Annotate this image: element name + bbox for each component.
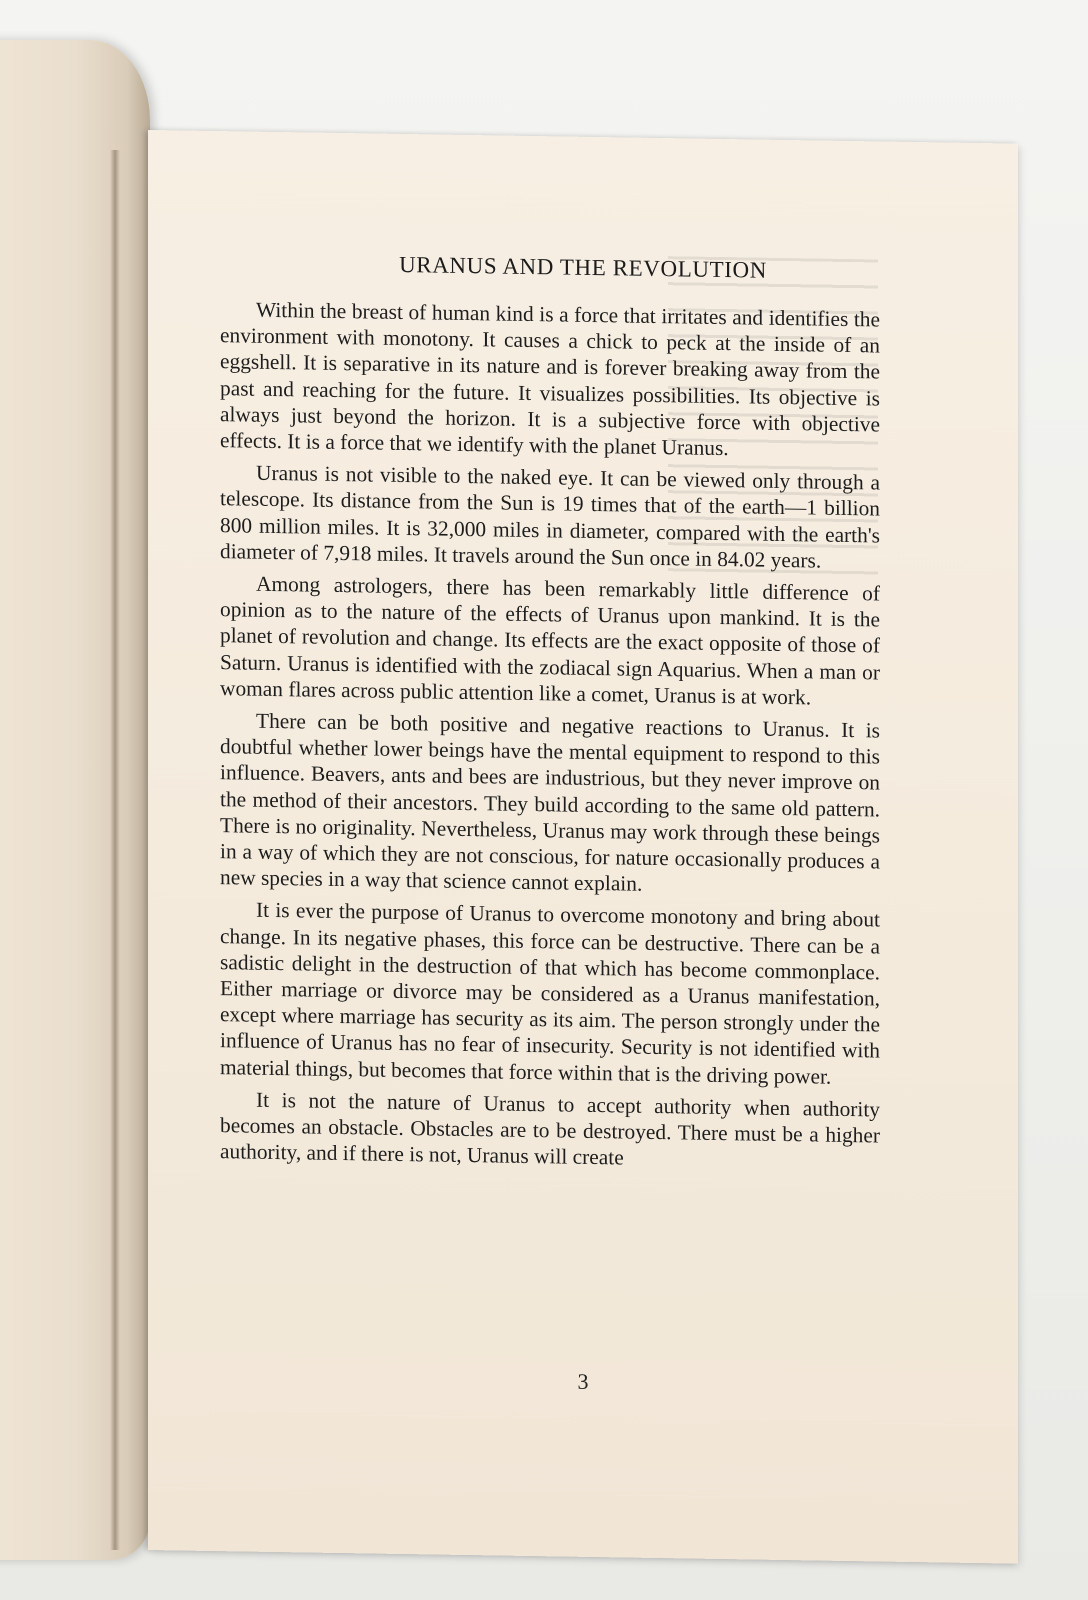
chapter-title: URANUS AND THE REVOLUTION — [399, 251, 767, 283]
paragraph: Uranus is not visible to the naked eye. It can be viewed only through a telescope. Its distance from the Sun is 19 times that of the earth—1 billion 800 million miles. It is 32,000 miles in diameter, compared with the earth's diameter of 7,918 miles. It travels around the Sun once in 84.02 years. — [220, 460, 880, 573]
paragraph: It is not the nature of Uranus to accept authority when authority becomes an obstacle. Obstacles are to be destroyed. There must be a higher authority, and if there is not, Uranus will create — [220, 1087, 880, 1170]
paragraph: There can be both positive and negative reactions to Uranus. It is doubtful whether lower beings have the mental equipment to respond to this influence. Beavers, ants and bees are industrious, but they never improve on the method of their ancestors. They build according to the same old pattern. There is no originality. Nevertheless, Uranus may work through these beings in a way of which they are not conscious, for nature occasionally produces a new species in a way that science cannot explain. — [220, 708, 880, 897]
book-page — [148, 130, 1018, 1564]
book-spine-shadow — [110, 150, 120, 1550]
page-number: 3 — [577, 1368, 589, 1394]
paragraph: Within the breast of human kind is a force that irritates and identifies the environment with monotony. It causes a chick to peck at the inside of an eggshell. It is separative in its nature and is forever breaking away from the past and reaching for the future. It visualizes possibilities. Its objective is always just beyond the horizon. It is a subjective force with objective effects. It is a force that we identify with the planet Uranus. — [220, 297, 880, 461]
paragraph: It is ever the purpose of Uranus to overcome monotony and bring about change. In its negative phases, this force can be destructive. There can be a sadistic delight in the destruction of that which has become commonplace. Either marriage or divorce may be considered as a Uranus manifestation, except where marriage has security as its aim. The person strongly under the influence of Uranus has no fear of insecurity. Security is not identified with material things, but becomes that force within that is the driving power. — [220, 898, 880, 1089]
left-page — [0, 40, 150, 1560]
paragraph: Among astrologers, there has been remarkably little difference of opinion as to the nature of the effects of Uranus upon mankind. It is the planet of revolution and change. Its effects are the exact opposite of those of Saturn. Uranus is identified with the zodiacal sign Aquarius. When a man or woman flares across public attention like a comet, Uranus is at work. — [220, 571, 880, 710]
body-text — [220, 296, 880, 1181]
